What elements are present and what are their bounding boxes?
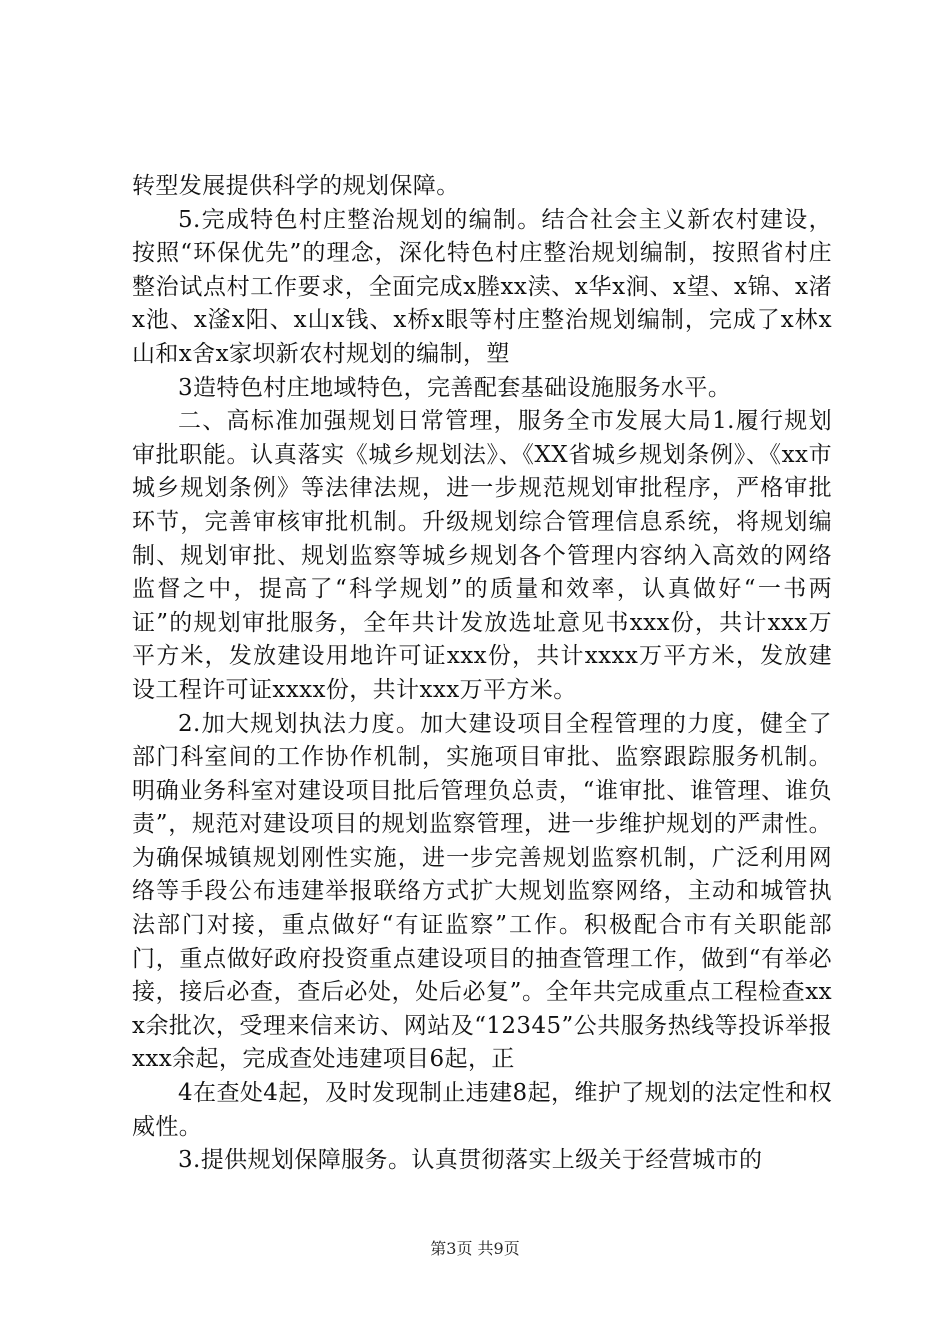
paragraph-6: 4在查处4起，及时发现制止违建8起，维护了规划的法定性和权威性。 bbox=[132, 1080, 832, 1140]
paragraph-3: 3造特色村庄地域特色，完善配套基础设施服务水平。 bbox=[178, 374, 732, 401]
paragraph-7: 3.提供规划保障服务。认真贯彻落实上级关于经营城市的 bbox=[178, 1147, 763, 1174]
document-body bbox=[132, 170, 832, 1178]
paragraph-1: 转型发展提供科学的规划保障。 bbox=[132, 173, 460, 199]
paragraph-4: 二、高标准加强规划日常管理，服务全市发展大局1.履行规划审批职能。认真落实《城乡规划法》、《XX省城乡规划条例》、《xx市城乡规划条例》等法律法规，进一步规范规划审批程序，严格审批环节，完善审核审批机制。升级规划综合管理信息系统，将规划编制、规划审批、规划监察等城乡规划各个管理内容纳入高效的网络监督之中，提高了“科学规划”的质量和效率，认真做好“一书两证”的规划审批服务，全年共计发放选址意见书xxx份，共计xxx万平方米，发放建设用地许可证xxx份，共计xxxx万平方米，发放建设工程许可证xxxx份，共计xxx万平方米。 bbox=[132, 408, 832, 703]
paragraph-2: 5.完成特色村庄整治规划的编制。结合社会主义新农村建设，按照“环保优先”的理念，深化特色村庄整治规划编制，按照省村庄整治试点村工作要求，全面完成x塍xx渎、x华x涧、x望、x锦、x渚x池、x滏x阳、x山x钱、x桥x眼等村庄整治规划编制，完成了x林x山和x舍x家坝新农村规划的编制，塑 bbox=[132, 206, 832, 367]
paragraph-5: 2.加大规划执法力度。加大建设项目全程管理的力度，健全了部门科室间的工作协作机制，实施项目审批、监察跟踪服务机制。明确业务科室对建设项目批后管理负总责，“谁审批、谁管理、谁负责”，规范对建设项目的规划监察管理，进一步维护规划的严肃性。为确保城镇规划刚性实施，进一步完善规划监察机制，广泛利用网络等手段公布违建举报联络方式扩大规划监察网络，主动和城管执法部门对接，重点做好“有证监察”工作。积极配合市有关职能部门，重点做好政府投资重点建设项目的抽查管理工作，做到“有举必接，接后必查，查后必处，处后必复”。全年共完成重点工程检查xxx余批次，受理来信来访、网站及“12345”公共服务热线等投诉举报xxx余起，完成查处违建项目6起，正 bbox=[132, 710, 832, 1073]
page-footer: 第3页 共9页 bbox=[430, 1239, 520, 1258]
